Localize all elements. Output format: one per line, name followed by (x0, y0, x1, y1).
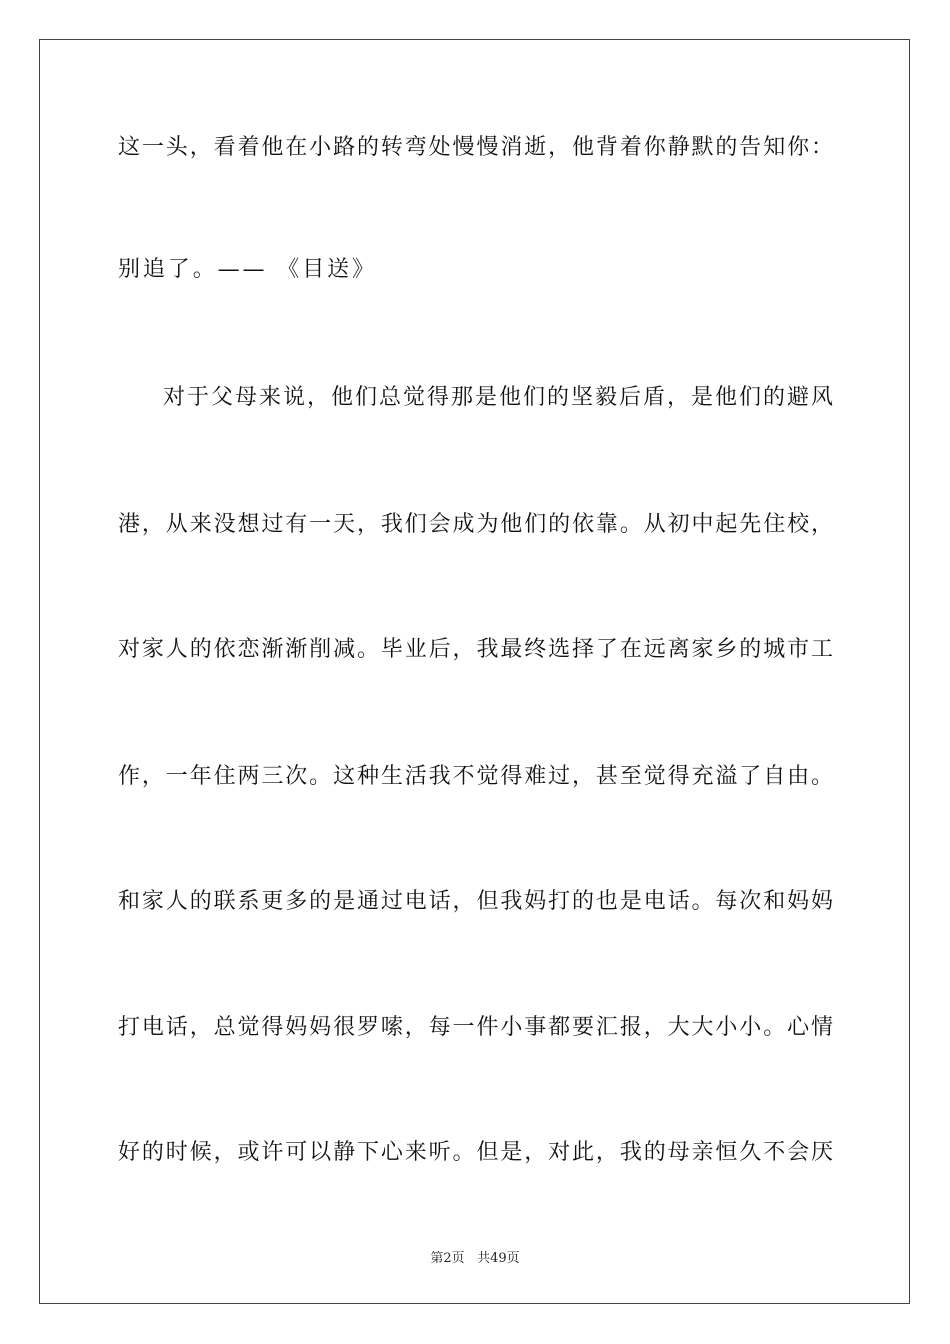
text-line: 这一头，看着他在小路的转弯处慢慢消逝，他背着你静默的告知你： (118, 135, 833, 160)
text-line: 港，从来没想过有一天，我们会成为他们的依靠。从初中起先住校， (118, 512, 833, 537)
page-number: 第2页 (430, 1251, 465, 1266)
paragraph-first-line: 对于父母来说，他们总觉得那是他们的坚毅后盾，是他们的避风 (163, 385, 833, 410)
page-total: 共49页 (477, 1251, 520, 1266)
text-line: 和家人的联系更多的是通过电话，但我妈打的也是电话。每次和妈妈 (118, 889, 833, 914)
text-line: 别追了。—— 《目送》 (118, 257, 377, 282)
page-footer (0, 1247, 950, 1266)
text-line: 对家人的依恋渐渐削减。毕业后，我最终选择了在远离家乡的城市工 (118, 637, 833, 662)
text-line: 好的时候，或许可以静下心来听。但是，对此，我的母亲恒久不会厌 (118, 1140, 833, 1165)
page-border (39, 39, 910, 1304)
text-line: 打电话，总觉得妈妈很罗嗦，每一件小事都要汇报，大大小小。心情 (118, 1015, 833, 1040)
text-line: 作，一年住两三次。这种生活我不觉得难过，甚至觉得充溢了自由。 (118, 764, 833, 789)
